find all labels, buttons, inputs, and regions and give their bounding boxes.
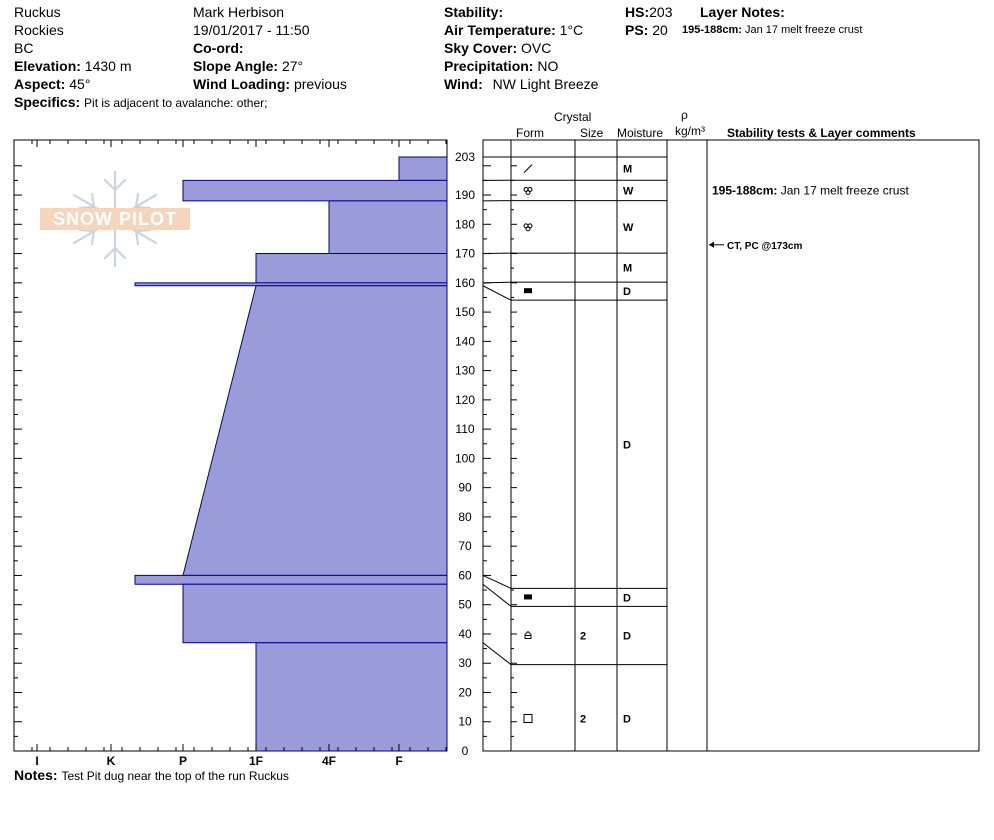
layer-moisture: M: [623, 262, 633, 275]
notes-text: Test Pit dug near the top of the run Ruckus: [61, 769, 289, 783]
layer-notes-label: Layer Notes:: [700, 4, 785, 20]
depth-label-0: 0: [461, 744, 469, 758]
hardness-layer-2: [183, 180, 447, 200]
layer-comment: [712, 184, 909, 198]
layer-moisture: D: [623, 713, 631, 726]
location: Ruckus: [14, 4, 61, 20]
ice-layer-icon: [524, 288, 532, 293]
layer-connector: [483, 282, 511, 283]
depth-label-130: 130: [454, 363, 476, 378]
slope-label: Slope Angle:: [193, 58, 279, 74]
depth-label-170: 170: [454, 246, 476, 261]
observer: Mark Herbison: [193, 4, 285, 20]
hardness-label-4F: 4F: [321, 754, 337, 768]
precip-value: NO: [537, 58, 559, 74]
density-unit-header: kg/m³: [675, 124, 705, 138]
hardness-label-P: P: [178, 754, 188, 768]
range: Rockies: [14, 22, 64, 38]
depth-label-50: 50: [458, 597, 472, 612]
layer-moisture: D: [623, 592, 631, 605]
hs-value: 203: [649, 4, 673, 20]
depth-label-203: 203: [454, 150, 476, 164]
hardness-layer-9: [256, 643, 447, 751]
specifics-value: Pit is adjacent to avalanche: other;: [84, 96, 268, 110]
layer-connector: [483, 575, 511, 588]
logo-text: SNOW PILOT: [53, 209, 177, 229]
size-header: Size: [580, 126, 604, 140]
layer-moisture: W: [623, 185, 634, 198]
ice-layer-icon: [524, 594, 532, 599]
aspect-label: Aspect:: [14, 76, 66, 92]
notes-label: Notes:: [14, 767, 58, 783]
hardness-label-1F: 1F: [248, 754, 264, 768]
stability-label: Stability:: [444, 4, 504, 20]
hs-label: HS:: [625, 4, 650, 20]
hardness-layer-3: [329, 201, 447, 254]
layer-note-text: Jan 17 melt freeze crust: [745, 24, 863, 36]
depth-label-140: 140: [454, 334, 476, 349]
coord-label: Co-ord:: [193, 40, 244, 56]
arrow-head-icon: [709, 242, 714, 248]
depth-label-120: 120: [454, 392, 476, 407]
layer-comment-text: Jan 17 melt freeze crust: [780, 183, 909, 198]
crystal-header: Crystal: [554, 110, 592, 124]
depth-label-90: 90: [458, 480, 472, 495]
layer-moisture: D: [623, 630, 631, 643]
stability-test-label: CT, PC @173cm: [727, 240, 803, 252]
depth-label-190: 190: [454, 188, 476, 203]
precip-label: Precipitation:: [444, 58, 534, 74]
hardness-label-F: F: [395, 754, 403, 768]
faceted-crystal-icon: [524, 714, 532, 722]
wind-loading-value: previous: [293, 76, 347, 92]
ps-value: 20: [652, 22, 668, 38]
depth-label-180: 180: [454, 217, 476, 232]
stability-marks: [709, 184, 909, 252]
wind-value: NW Light Breeze: [492, 76, 599, 92]
sky-value: OVC: [521, 40, 552, 56]
hardness-layers: [135, 157, 447, 751]
layer-moisture: D: [623, 286, 631, 299]
depth-label-60: 60: [458, 568, 472, 583]
depth-label-160: 160: [454, 275, 476, 290]
layer-comment-range: 195-188cm:: [712, 183, 781, 198]
specifics-label: Specifics:: [14, 94, 81, 110]
depth-label-100: 100: [454, 451, 476, 466]
crust-icon: [524, 165, 532, 173]
hardness-label-I: I: [35, 754, 39, 768]
depth-label-30: 30: [458, 656, 472, 671]
layer-moisture: W: [623, 221, 634, 234]
air-temp-value: 1°C: [559, 22, 584, 38]
depth-label-150: 150: [454, 305, 476, 320]
melt-form-icon: [526, 190, 530, 194]
depth-label-40: 40: [458, 626, 472, 641]
layer-table-frame: [483, 140, 979, 751]
wind-label: Wind:: [444, 76, 483, 92]
hardness-layer-4: [256, 254, 447, 283]
layer-connector: [483, 286, 511, 300]
moisture-header: Moisture: [617, 126, 664, 140]
hardness-layer-6: [183, 286, 447, 576]
hardness-layer-8: [183, 584, 447, 643]
datetime: 19/01/2017 - 11:50: [193, 22, 310, 38]
hardness-label-K: K: [106, 754, 116, 768]
layer-moisture: M: [623, 163, 633, 176]
depth-hoar-icon: [525, 632, 531, 639]
elevation-label: Elevation:: [14, 58, 81, 74]
aspect-value: 45°: [69, 76, 91, 92]
stability-comments-header: Stability tests & Layer comments: [727, 126, 916, 140]
layer-moisture: D: [623, 439, 631, 452]
grain-size: 2: [580, 713, 587, 726]
layer-note-range: 195-188cm:: [682, 24, 742, 36]
sky-label: Sky Cover:: [444, 40, 518, 56]
ps-label: PS:: [625, 22, 649, 38]
depth-label-110: 110: [455, 422, 475, 437]
depth-label-10: 10: [458, 714, 472, 729]
snow-pilot-logo: [40, 172, 190, 266]
elevation-value: 1430 m: [84, 58, 132, 74]
rho-header: ρ: [681, 108, 688, 122]
depth-label-20: 20: [458, 685, 472, 700]
hardness-layer-7: [135, 575, 447, 584]
hardness-layer-1: [399, 157, 447, 180]
layer-connector: [483, 584, 511, 606]
depth-label-70: 70: [458, 539, 472, 554]
state: BC: [14, 40, 34, 56]
form-header: Form: [516, 126, 544, 140]
grain-size: 2: [580, 630, 587, 643]
melt-form-icon: [526, 227, 530, 231]
slope-value: 27°: [281, 58, 304, 74]
wind-loading-label: Wind Loading:: [193, 76, 291, 92]
depth-label-80: 80: [458, 509, 472, 524]
layer-connector: [483, 643, 511, 665]
air-temp-label: Air Temperature:: [444, 22, 556, 38]
